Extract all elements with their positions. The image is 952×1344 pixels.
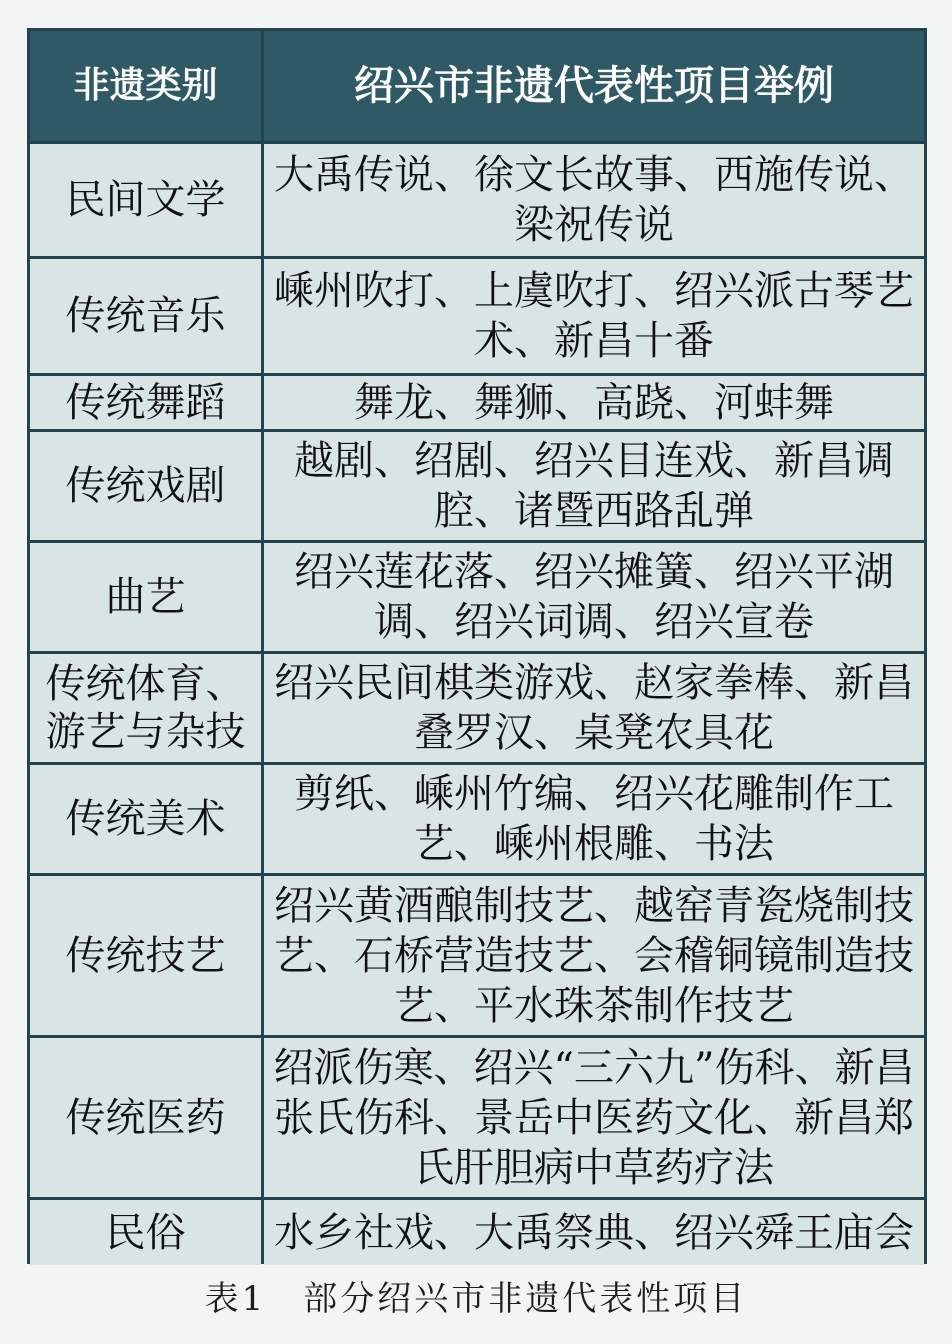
- row-category-traditional-medicine: 传统医药: [30, 1038, 261, 1197]
- row-category-quyi: 曲艺: [30, 543, 261, 651]
- row-examples-traditional-dance: 舞龙、舞狮、高跷、河蚌舞: [264, 376, 924, 429]
- row-examples-traditional-craft: 绍兴黄酒酿制技艺、越窑青瓷烧制技艺、石桥营造技艺、会稽铜镜制造技艺、平水珠茶制作技艺: [264, 876, 924, 1035]
- row-category-sports-acrobatics: 传统体育、游艺与杂技: [30, 654, 261, 762]
- row-examples-folk-custom: 水乡社戏、大禹祭典、绍兴舜王庙会: [264, 1200, 924, 1265]
- header-examples: 绍兴市非遗代表性项目举例: [264, 31, 924, 141]
- header-category: 非遗类别: [30, 31, 261, 141]
- row-category-folk-literature: 民间文学: [30, 144, 261, 256]
- row-examples-traditional-medicine: 绍派伤寒、绍兴“三六九”伤科、新昌张氏伤科、景岳中医药文化、新昌郑氏肝胆病中草药疗法: [264, 1038, 924, 1197]
- row-category-traditional-opera: 传统戏剧: [30, 432, 261, 540]
- row-examples-traditional-opera: 越剧、绍剧、绍兴目连戏、新昌调腔、诸暨西路乱弹: [264, 432, 924, 540]
- row-examples-folk-literature: 大禹传说、徐文长故事、西施传说、梁祝传说: [264, 144, 924, 256]
- row-category-traditional-craft: 传统技艺: [30, 876, 261, 1035]
- row-category-traditional-music: 传统音乐: [30, 259, 261, 373]
- row-category-folk-custom: 民俗: [30, 1200, 261, 1265]
- row-category-traditional-dance: 传统舞蹈: [30, 376, 261, 429]
- row-category-traditional-art: 传统美术: [30, 765, 261, 873]
- heritage-table: [27, 28, 927, 1264]
- row-examples-traditional-art: 剪纸、嵊州竹编、绍兴花雕制作工艺、嵊州根雕、书法: [264, 765, 924, 873]
- row-examples-sports-acrobatics: 绍兴民间棋类游戏、赵家拳棒、新昌叠罗汉、桌凳农具花: [264, 654, 924, 762]
- row-examples-traditional-music: 嵊州吹打、上虞吹打、绍兴派古琴艺术、新昌十番: [264, 259, 924, 373]
- row-examples-quyi: 绍兴莲花落、绍兴摊簧、绍兴平湖调、绍兴词调、绍兴宣卷: [264, 543, 924, 651]
- table-caption: 表1 部分绍兴市非遗代表性项目: [204, 1279, 748, 1319]
